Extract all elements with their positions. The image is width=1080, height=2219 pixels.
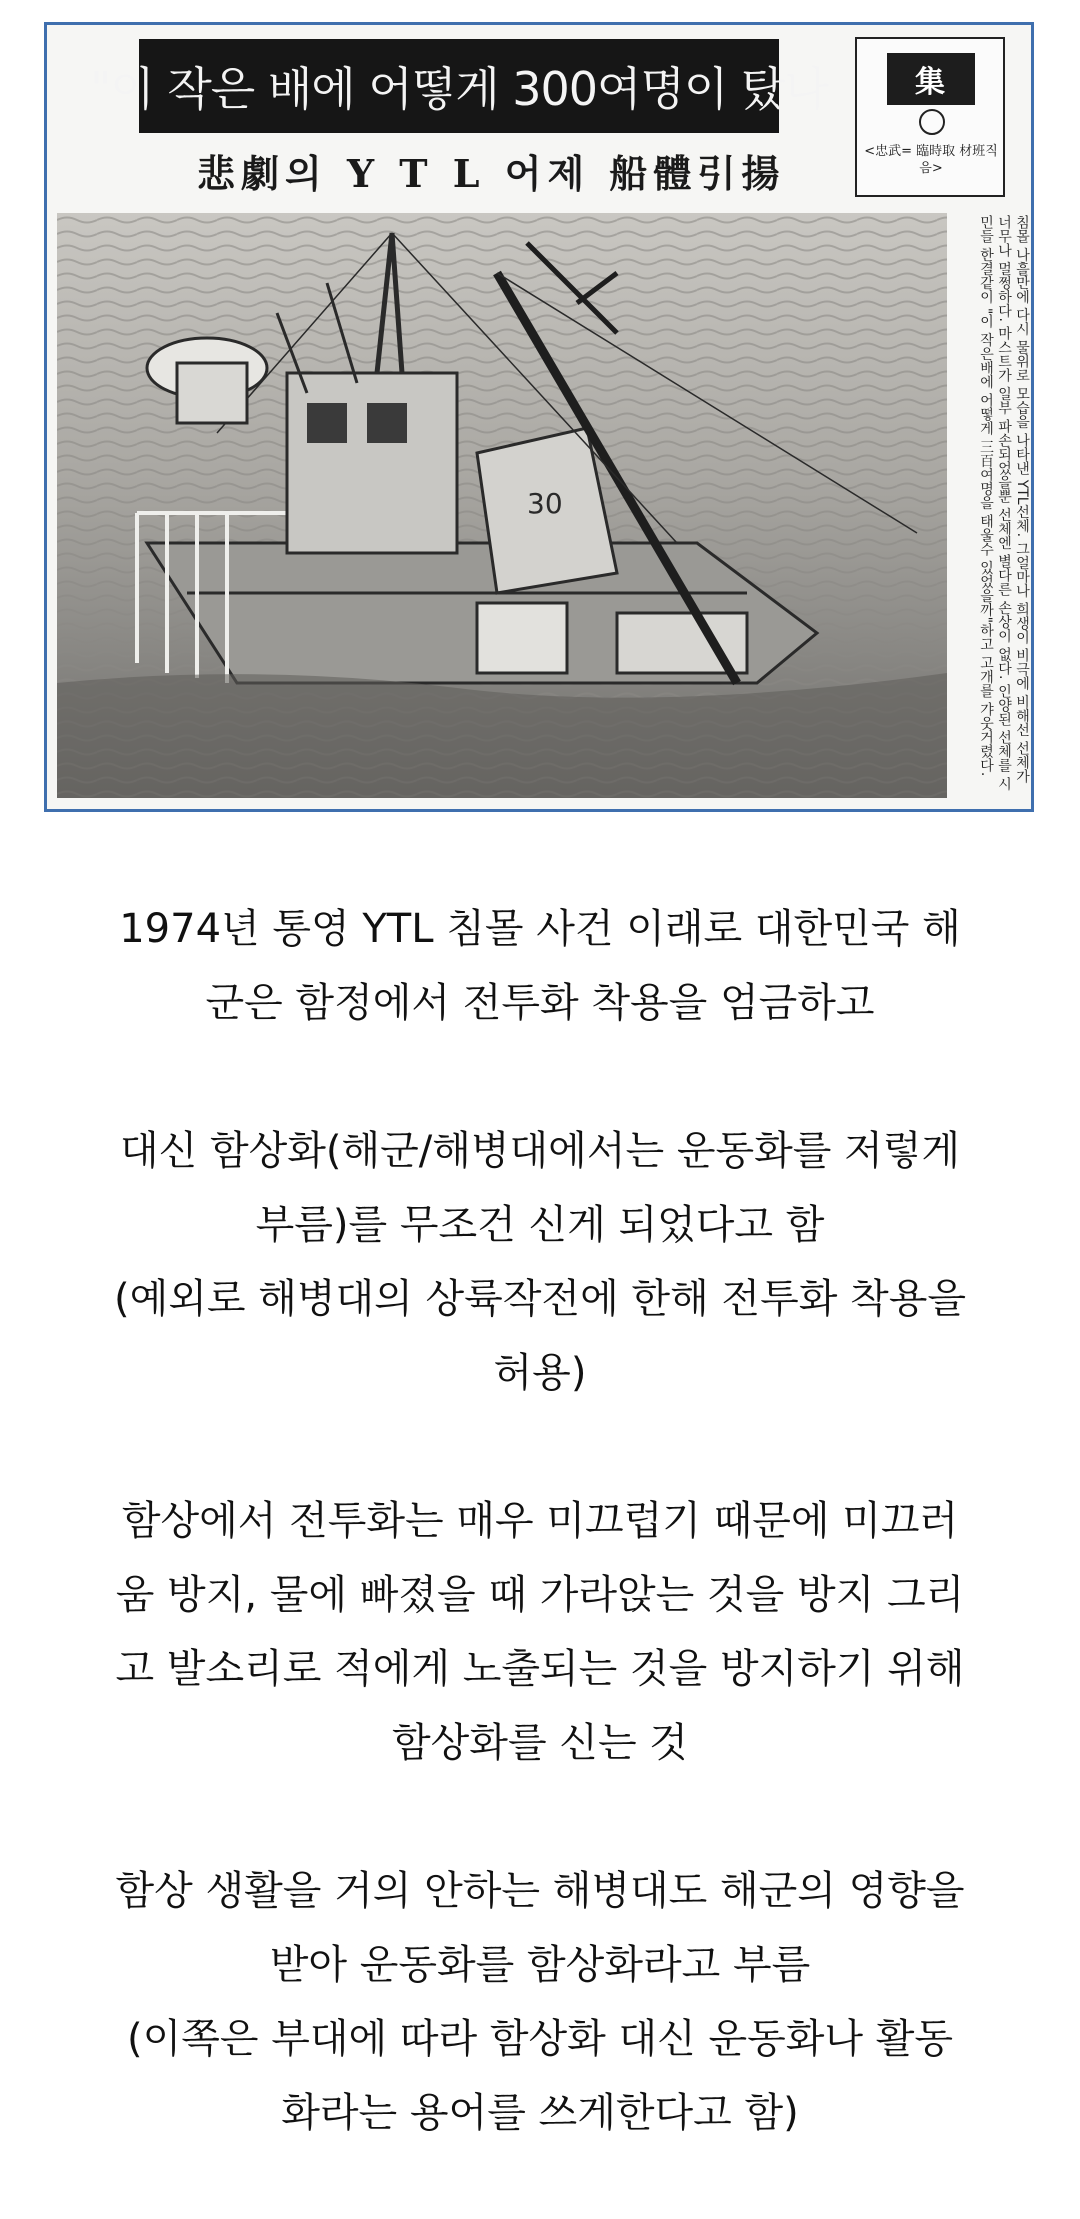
press-seal [855,37,1005,197]
text-line: 고 발소리로 적에게 노출되는 것을 방지하기 위해 [115,1646,965,1692]
seal-caption: <忠武= 臨時取 材班직음> [864,144,998,176]
text-line: 1974년 통영 YTL 침몰 사건 이래로 대한민국 해 [119,906,961,952]
text-line: 움 방지, 물에 빠졌을 때 가라앉는 것을 방지 그리 [115,1572,965,1618]
newspaper-headline: "이 작은 배에 어떻게 300여명이 탔나 [139,39,779,133]
text-line: (예외로 해병대의 상륙작전에 한해 전투화 착용을 [114,1276,966,1322]
svg-text:30: 30 [527,487,563,520]
text-line: 받아 운동화를 함상화라고 부름 [269,1942,811,1988]
text-line: 부름)를 무조건 신게 되었다고 함 [255,1202,825,1248]
text-line: 대신 함상화(해군/해병대에서는 운동화를 저렇게 [119,1128,961,1174]
paragraph-gap [40,1040,1040,1114]
article-body [40,892,1040,2150]
paragraph [40,1854,1040,2150]
paragraph [40,1484,1040,1780]
seal-circle-icon [919,109,945,135]
paragraph [40,892,1040,1040]
seal-mark: 集 [887,53,975,105]
text-line: 허용) [493,1350,587,1396]
text-line: (이쪽은 부대에 따라 함상화 대신 운동화나 활동 [126,2016,954,2062]
text-line: 화라는 용어를 쓰게한다고 함) [281,2090,799,2136]
paragraph-gap [40,1780,1040,1854]
newspaper-subheadline: 悲劇의 Y T L 어제 船體引揚 [197,151,786,196]
text-line: 함상화를 신는 것 [392,1720,688,1766]
paragraph-gap [40,1410,1040,1484]
photo-caption: 침몰 나흘만에 다시 물위로 모습을 나타낸 YTL선체. 그얼마나 희생이 비극에 비해선 선체가 너무나 멀쩡하다. 마스트가 일부 파손되었을뿐 선체엔 별다른 손상이 없다. 인양된 선체를 시민들 한결같이 "이 작은배에 어떻게 三百여명을 태울수 있었을까"하고 고개를 갸웃거렸다. [978,215,1030,791]
text-line: 군은 함정에서 전투화 착용을 엄금하고 [205,980,875,1026]
sunken-ship-photo [57,213,947,798]
paragraph [40,1114,1040,1410]
text-line: 함상에서 전투화는 매우 미끄럽기 때문에 미끄러 [121,1498,959,1544]
text-line: 함상 생활을 거의 안하는 해병대도 해군의 영향을 [115,1868,965,1914]
newspaper-clipping-image [44,22,1034,812]
